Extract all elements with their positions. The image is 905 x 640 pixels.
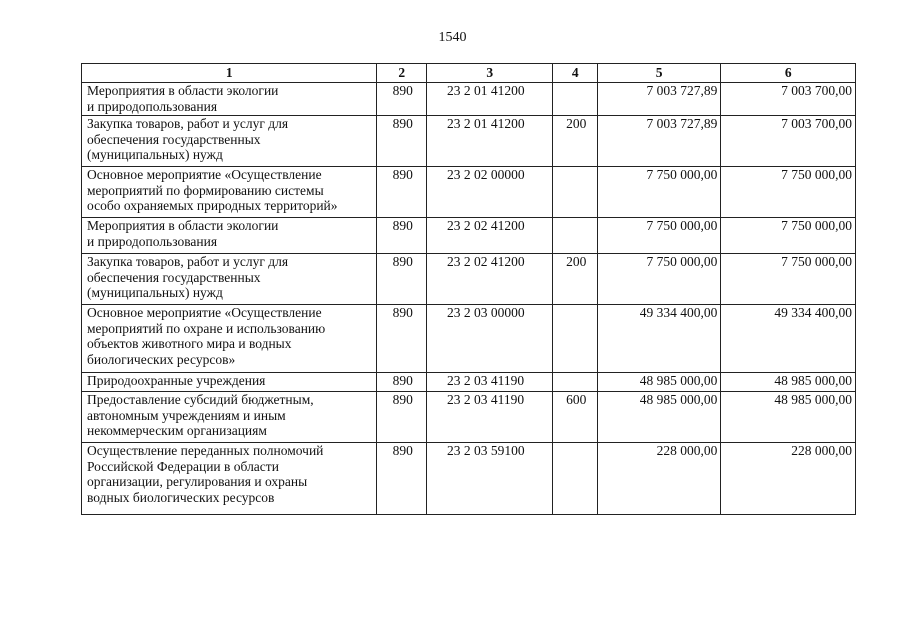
row-target-code: 23 2 02 41200 — [426, 218, 552, 254]
row-ministry: 890 — [377, 373, 427, 392]
header-cell-6: 6 — [721, 64, 856, 83]
table-row — [82, 218, 856, 254]
row-expense-type — [553, 305, 598, 373]
row-amount-2: 7 750 000,00 — [721, 254, 856, 305]
table-header — [82, 64, 856, 83]
row-ministry: 890 — [377, 443, 427, 515]
header-cell-4: 4 — [553, 64, 598, 83]
row-amount-1: 228 000,00 — [597, 443, 720, 515]
row-name: Мероприятия в области экологии и природопользования — [82, 83, 377, 116]
row-amount-2: 7 750 000,00 — [721, 218, 856, 254]
table-row — [82, 305, 856, 373]
table-row — [82, 116, 856, 167]
row-amount-1: 49 334 400,00 — [597, 305, 720, 373]
table-row — [82, 373, 856, 392]
row-ministry: 890 — [377, 83, 427, 116]
row-target-code: 23 2 01 41200 — [426, 116, 552, 167]
row-expense-type — [553, 443, 598, 515]
row-target-code: 23 2 02 41200 — [426, 254, 552, 305]
row-target-code: 23 2 01 41200 — [426, 83, 552, 116]
row-amount-2: 48 985 000,00 — [721, 373, 856, 392]
row-target-code: 23 2 03 59100 — [426, 443, 552, 515]
table-row — [82, 83, 856, 116]
page-number: 1540 — [438, 30, 467, 45]
row-amount-2: 7 003 700,00 — [721, 83, 856, 116]
header-cell-2: 2 — [377, 64, 427, 83]
row-name: Предоставление субсидий бюджетным, автономным учреждениям и иным некоммерческим организациям — [82, 392, 377, 443]
row-name: Мероприятия в области экологии и природопользования — [82, 218, 377, 254]
row-amount-2: 228 000,00 — [721, 443, 856, 515]
row-ministry: 890 — [377, 254, 427, 305]
header-cell-3: 3 — [426, 64, 552, 83]
row-expense-type — [553, 373, 598, 392]
row-expense-type — [553, 167, 598, 218]
row-expense-type: 200 — [553, 254, 598, 305]
table-row — [82, 254, 856, 305]
header-cell-1: 1 — [82, 64, 377, 83]
row-amount-2: 7 003 700,00 — [721, 116, 856, 167]
row-amount-1: 48 985 000,00 — [597, 392, 720, 443]
row-name: Основное мероприятие «Осуществление мероприятий по охране и использованию объектов животного мира и водных биологических ресурсов» — [82, 305, 377, 373]
table-row — [82, 392, 856, 443]
row-amount-1: 7 003 727,89 — [597, 83, 720, 116]
row-name: Осуществление переданных полномочий Российской Федерации в области организации, регулирования и охраны водных биологических ресурсов — [82, 443, 377, 515]
row-amount-2: 7 750 000,00 — [721, 167, 856, 218]
row-ministry: 890 — [377, 305, 427, 373]
row-amount-2: 49 334 400,00 — [721, 305, 856, 373]
header-row — [82, 64, 856, 83]
table-row — [82, 167, 856, 218]
row-target-code: 23 2 03 00000 — [426, 305, 552, 373]
row-target-code: 23 2 03 41190 — [426, 392, 552, 443]
row-name: Основное мероприятие «Осуществление мероприятий по формированию системы особо охраняемых природных территорий» — [82, 167, 377, 218]
row-ministry: 890 — [377, 167, 427, 218]
row-ministry: 890 — [377, 116, 427, 167]
row-ministry: 890 — [377, 392, 427, 443]
budget-table — [81, 63, 856, 515]
row-name: Закупка товаров, работ и услуг для обеспечения государственных (муниципальных) нужд — [82, 254, 377, 305]
row-expense-type: 200 — [553, 116, 598, 167]
row-ministry: 890 — [377, 218, 427, 254]
row-expense-type — [553, 218, 598, 254]
row-amount-1: 7 750 000,00 — [597, 218, 720, 254]
row-amount-1: 7 750 000,00 — [597, 254, 720, 305]
row-name: Природоохранные учреждения — [82, 373, 377, 392]
row-amount-2: 48 985 000,00 — [721, 392, 856, 443]
row-amount-1: 48 985 000,00 — [597, 373, 720, 392]
row-target-code: 23 2 03 41190 — [426, 373, 552, 392]
row-expense-type — [553, 83, 598, 116]
row-name: Закупка товаров, работ и услуг для обеспечения государственных (муниципальных) нужд — [82, 116, 377, 167]
row-expense-type: 600 — [553, 392, 598, 443]
row-target-code: 23 2 02 00000 — [426, 167, 552, 218]
row-amount-1: 7 003 727,89 — [597, 116, 720, 167]
table-row — [82, 443, 856, 515]
row-amount-1: 7 750 000,00 — [597, 167, 720, 218]
header-cell-5: 5 — [597, 64, 720, 83]
